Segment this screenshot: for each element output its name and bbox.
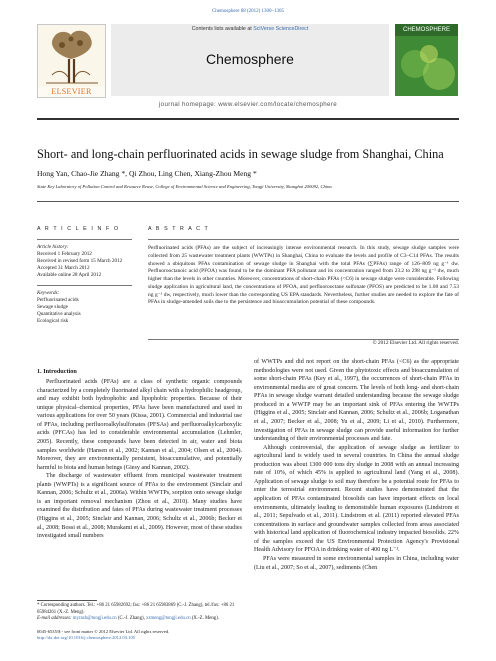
intro-paragraph-2: The discharge of wastewater effluent from municipal wastewater treatment plants (WWPTs) is a significant source of PFAs to the environment (Sinclair and Kannan, 2006; Schultz et al., 2006a). Within WWTPs, sorption onto sewage sludge is an important removal mechanism (Zhou et al., 2010). Many studies have examined the distribution and fates of PFAs during wastewater treatment processes (Higgins et al., 2005; Sinclair and Kannan, 2006; Schultz et al., 2006b; Becker et al., 2008; Bossi et al., 2008; Murakami et al., 2009). However, most of these studies investigated small numbers	[37, 473, 242, 540]
history-online: Available online 28 April 2012	[37, 272, 102, 279]
article-info-heading: A R T I C L E I N F O	[37, 226, 120, 232]
email-link-zhang[interactable]: myrazh@tongji.edu.cn	[72, 616, 117, 621]
header-divider	[37, 118, 459, 120]
elsevier-logo[interactable]	[37, 24, 106, 98]
article-title: Short- and long-chain perfluorinated acids in sewage sludge from Shanghai, China	[37, 147, 444, 161]
body-column-left	[37, 378, 242, 541]
journal-cover-thumbnail[interactable]	[395, 24, 458, 96]
history-accepted: Accepted 31 March 2012	[37, 265, 90, 272]
email-owner-zhang: (C.-J. Zhang),	[116, 616, 146, 621]
footnote	[37, 603, 242, 623]
history-revised: Received in revised form 15 March 2012	[37, 258, 123, 265]
keyword-item: Perfluorinated acids	[37, 297, 79, 304]
issn-line: 0045-6535/$ - see front matter © 2012 Elsevier Ltd. All rights reserved.	[37, 629, 170, 634]
cover-title: CHEMOSPHERE	[402, 27, 450, 33]
intro-paragraph-1: Perfluorinated acids (PFAs) are a class of synthetic organic compounds characterized by a completely fluorinated alkyl chain with a hydrophilic headgroup, and may exhibit both hydrophobic and lipophobic properties. Because of their unique physical–chemical properties, PFAs have been manufactured and used in various applications for over 50 years (Kissa, 2001). Commercial and industrial use of PFAs, including perfluoroalkylsulfonates (PFSAs) and perfluoroalkylcarboxylic acids (PFCAs) has led to considerable environmental accumulation (Lehmler, 2005). Recently, these compounds have been detected in air, water and biota samples worldwide (Hansen et al., 2002; Kannan et al., 2004; Olsen et al., 2004). Moreover, they are environmentally persistent, bioaccumulative, and potentially harmful to biota and human beings (Giesy and Kannan, 2002).	[37, 379, 242, 471]
journal-reference[interactable]: Chemosphere 88 (2012) 1300–1305	[211, 9, 285, 14]
elsevier-wordmark: ELSEVIER	[51, 87, 92, 96]
keywords-rule	[37, 285, 132, 286]
doi-link[interactable]: http://dx.doi.org/10.1016/j.chemosphere.2012.03.105	[37, 635, 136, 641]
journal-banner	[111, 24, 389, 96]
keyword-item: Ecological risk	[37, 318, 69, 325]
intro-paragraph-3: of WWTPs and did not report on the short-chain PFAs (<C6) as the appropriate methodologies were not used. Given the phytotoxic effects and bioaccumulation of some short-chain PFAs (Key et al., 1997), the occurrences of short-chain PFAs in environmental media are of great concern. The levels of both long- and short-chain PFAs in sewage sludge warrant detailed understanding because the sewage sludge produced in a WWTP may be an important sink of PFAs entering the WWTPs (Higgins et al., 2005; Sinclair and Kannan, 2006; Schultz et al., 2006b; Loganathan et al., 2007; Becker et al., 2008; Yu et al., 2009; Li et al., 2010). Furthermore, investigation of PFAs in sewage sludge can provide useful information for further understanding of their environmental processes and fate.	[254, 359, 459, 443]
sciencedirect-link[interactable]: SciVerse ScienceDirect	[253, 26, 309, 32]
title-divider	[37, 201, 459, 202]
elsevier-tree-icon	[38, 25, 105, 87]
intro-paragraph-5: PFAs were measured in some environmental samples in China, including water (Liu et al., 2007; So et al., 2007), sediments (Chen	[254, 555, 459, 571]
abstract-copyright: © 2012 Elsevier Ltd. All rights reserved.	[372, 340, 459, 346]
abstract-top-rule	[148, 239, 459, 240]
email-link-meng[interactable]: xzmeng@tongji.edu.cn	[145, 616, 191, 621]
article-info-rule	[37, 239, 132, 240]
journal-header	[37, 18, 459, 113]
article-history	[37, 244, 137, 279]
intro-paragraph-4: Although controversial, the application of sewage sludge as fertilizer to agricultural land is widely used in several countries. In China the annual sludge production was about 1300 000 tons dry sludge in 2008 with an annual increasing rate of 10%, of which 45% is applied to agricultural land (Yang et al., 2008). Application of sewage sludge to soil may therefore be a potential route for PFAs to enter the terrestrial environment. Recent studies have demonstrated that the application of PFAs contaminated biosolids can have important effects on local environments, ultimately leading to demonstrable human exposures (Lindstrom et al., 2011; Sepulvado et al., 2011). Lindstrom et al. (2011) reported elevated PFAs concentrations in surface and groundwater samples collected from areas associated with historical land application of fluorochemical industry impacted biosolids. 22% of the samples exceed the US Environmental Protection Agency's Provisional Health Advisory for PFOA in drinking water of 400 ng L⁻¹.	[254, 444, 459, 554]
keyword-item: Sewage sludge	[37, 304, 68, 311]
corresponding-authors: * Corresponding authors. Tel.: +86 21 65982692; fax: +86 21 65983869 (C.-J. Zhang), tel./fax: +86 21 65984261 (X.-Z. Meng).	[37, 603, 235, 615]
email-owner-meng: (X.-Z. Meng).	[190, 616, 219, 621]
abstract-heading: A B S T R A C T	[148, 226, 210, 232]
history-heading: Article history:	[37, 244, 69, 250]
keyword-item: Quantitative analysis	[37, 311, 81, 318]
introduction-heading: 1. Introduction	[37, 368, 77, 375]
abstract-text: Perfluorinated acids (PFAs) are the subject of increasingly intense environmental research. In this study, sewage sludge samples were collected from 25 wastewater treatment plants (WWTPs) in Shanghai, China to evaluate the levels and profile of C3–C14 PFAs. The results showed a ubiquitous PFAs contamination of sewage sludge in Shanghai with the total PFAs (∑PFAs) range of 126–809 ng g⁻¹ dw. Perfluorooctanoic acid (PFOA) was found to be the dominant PFA pollutant and its concentration ranged from 23.2 to 298 ng g⁻¹ dw, much higher than the levels in other countries. Moreover, concentrations of short-chain PFAs (<C6) in sewage sludge were considerable. Following sludge application in agricultural land, the concentrations of PFOA, and perfluorooctane sulfonate (PFOS) are predicted to be 1.08 and 7.53 ng g⁻¹ dw, respectively, much lower than the corresponding US EPA standards. Nevertheless, further studies are needed to explore the fate of PFAs in sludge-amended soils due to the persistence and bioaccumulation potential of these compounds.	[148, 245, 459, 306]
contents-prefix: Contents lists available at	[191, 26, 254, 32]
issn-doi-block	[37, 629, 242, 641]
history-received: Received 1 February 2012	[37, 251, 92, 258]
journal-title[interactable]: Chemosphere	[206, 51, 294, 67]
email-prefix: E-mail addresses:	[37, 616, 73, 621]
author-list: Hong Yan, Chao-Jie Zhang *, Qi Zhou, Ling Chen, Xiang-Zhou Meng *	[37, 169, 257, 178]
cover-image-icon	[395, 24, 458, 96]
affiliation: State Key Laboratory of Pollution Control and Resource Reuse, College of Environmental Science and Engineering, Tongji University, Shanghai 200092, China	[37, 184, 332, 189]
contents-line	[111, 26, 389, 32]
email-addresses	[37, 616, 242, 623]
keywords-heading: Keywords:	[37, 290, 60, 296]
journal-homepage[interactable]: journal homepage: www.elsevier.com/locate/chemosphere	[158, 101, 338, 108]
keywords-block	[37, 290, 137, 325]
footnote-rule	[37, 600, 97, 601]
body-column-right	[254, 358, 459, 572]
